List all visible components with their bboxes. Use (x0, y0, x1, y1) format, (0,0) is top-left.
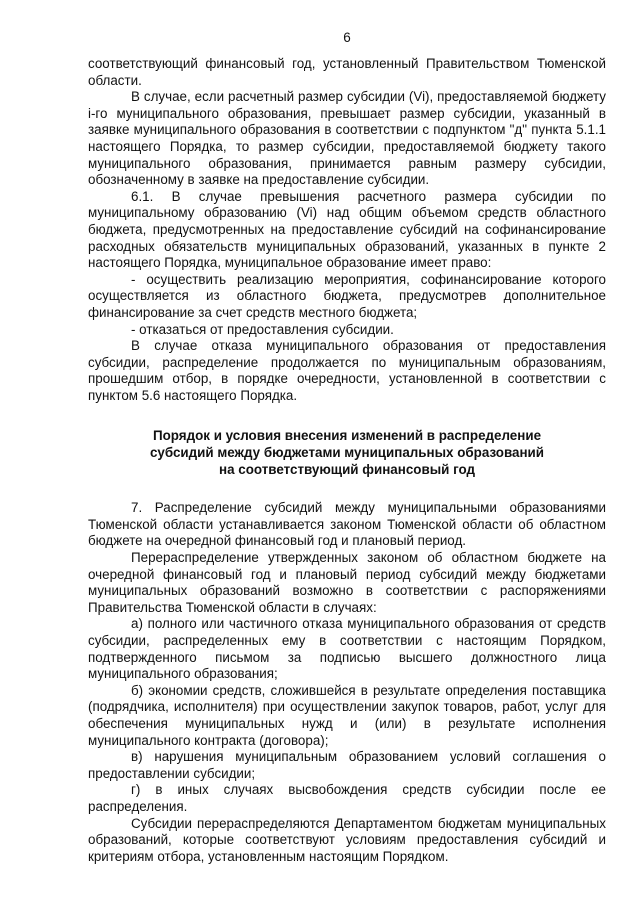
paragraph-6-1: 6.1. В случае превышения расчетного размера субсидии по муниципальному образованию (Vi) над общим объемом средств областного бюджета, предусмотренных на предоставление субсидий на софинансирование расходных обязательств муниципальных образований, указанных в пункте 2 настоящего Порядка, муниципальное образование имеет право: (88, 188, 606, 271)
list-item-refuse: - отказаться от предоставления субсидии. (131, 321, 394, 337)
list-item-cofinance: - осуществить реализацию мероприятия, софинансирование которого осуществляется из областного бюджета, предусмотрев дополнительное финансирование за счет средств местного бюджета; (88, 271, 606, 320)
list-item-v: в) нарушения муниципальным образованием условий соглашения о предоставлении субсидии; (88, 749, 606, 781)
body-text-bottom (88, 500, 606, 865)
list-item-b: б) экономии средств, сложившейся в результате определения поставщика (подрядчика, исполнителя) при осуществлении закупок товаров, работ, услуг для обеспечения муниципальных нужд и (или) в результате исполнения муниципального контракта (договора); (88, 682, 606, 748)
section-heading-line: на соответствующий финансовый год (219, 461, 475, 477)
paragraph-subsidy-limit: В случае, если расчетный размер субсидии (Vi), предоставляемой бюджету i-го муниципального образования, превышает размер субсидии, указанный в заявке муниципального образования в соответствии с подпунктом "д" пункта 5.1.1 настоящего Порядка, то размер субсидии, предоставляемой бюджету такого муниципального образования, принимается равным размеру субсидии, обозначенному в заявке на предоставление субсидии. (88, 89, 606, 188)
page-number: 6 (343, 30, 351, 45)
paragraph-refusal-case: В случае отказа муниципального образования от предоставления субсидии, распределение продолжается по муниципальным образованиям, прошедшим отбор, в порядке очередности, установленной в соответствии с пунктом 5.6 настоящего Порядка. (88, 338, 606, 403)
paragraph-department: Субсидии перераспределяются Департаментом бюджетам муниципальных образований, которые соответствуют условиям предоставления субсидий и критериям отбора, установленным настоящим Порядком. (88, 815, 606, 864)
paragraph-redistribution: Перераспределение утвержденных законом об областном бюджете на очередной финансовый год и плановый период субсидий между бюджетами муниципальных образований возможно в соответствии с распоряжениями Правительства Тюменской области в случаях: (88, 550, 606, 615)
list-item-g: г) в иных случаях высвобождения средств субсидии после ее распределения. (88, 782, 606, 814)
section-heading-line: Порядок и условия внесения изменений в распределение (152, 428, 542, 444)
paragraph-continuation: соответствующий финансовый год, установленный Правительством Тюменской области. (88, 56, 606, 88)
section-heading-line: субсидий между бюджетами муниципальных образований (149, 445, 545, 461)
body-text-top (88, 56, 606, 404)
section-heading (88, 428, 606, 478)
paragraph-7: 7. Распределение субсидий между муниципальными образованиями Тюменской области устанавливается законом Тюменской области об областном бюджете на очередной финансовый год и плановый период. (88, 500, 606, 549)
list-item-a: а) полного или частичного отказа муниципального образования от средств субсидии, распределенных ему в соответствии с настоящим Порядком, подтвержденного письмом за подписью высшего должностного лица муниципального образования; (88, 616, 606, 682)
